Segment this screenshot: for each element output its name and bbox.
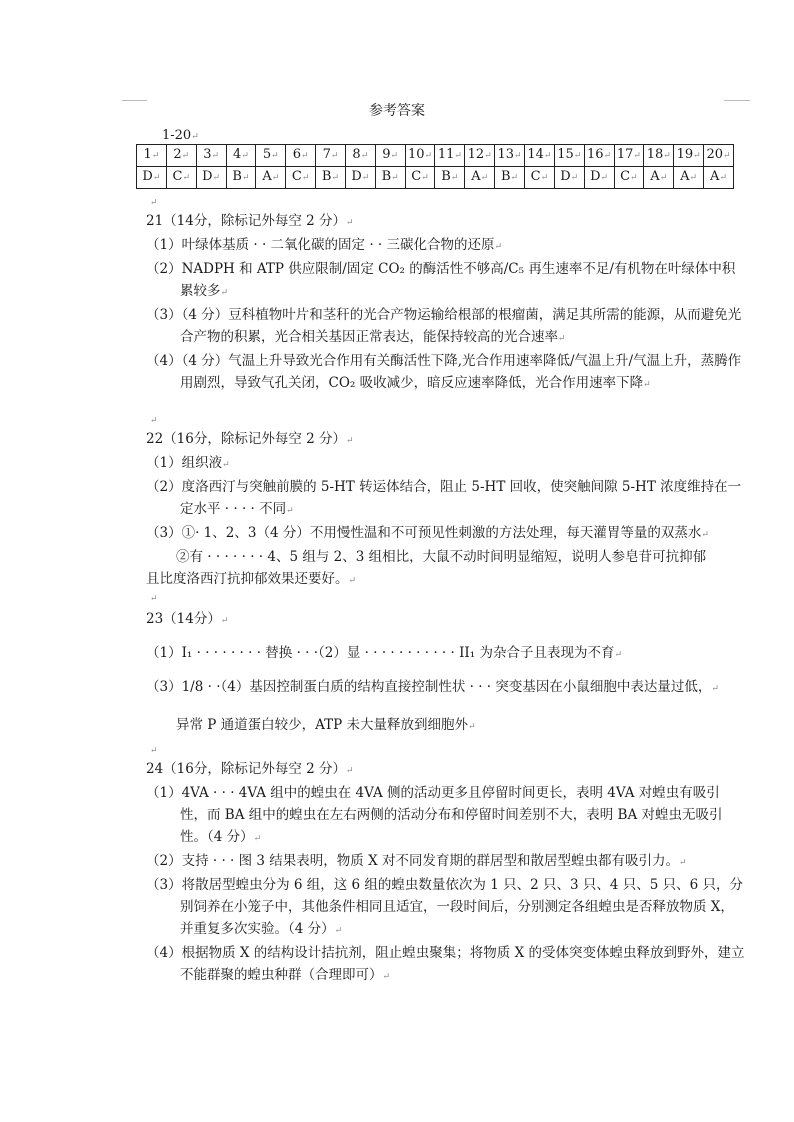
q21-answer-3: （3）（4 分）豆科植物叶片和茎秆的光合产物运输给根部的根瘤菌，满足其所需的能源，从而避免光合产物的积累，光合相关基因正常表达，能保持较高的光合速率↵ [146,307,742,345]
answer-cell: C↵ [405,167,435,189]
answer-cell: B↵ [226,167,256,189]
q21-answer-4: （4）（4 分）气温上升导致光合作用有关酶活性下降,光合作用速率降低/气温上升/气温上升，蒸腾作用剧烈，导致气孔关闭，CO₂ 吸收减少，暗反应速率降低，光合作用速率下降↵ [146,353,742,391]
question-number-cell: 12↵ [465,145,495,167]
header-rule-right [724,100,750,101]
question-number-cell: 19↵ [674,145,704,167]
page-title: 参考答案 [369,103,425,119]
q23-answer-line-1: （1）I₁ · · · · · · · · 替换 · · ·（2）显 · · · · · · · · · · · II₁ 为杂合子且表现为不育↵ [146,645,622,661]
answer-cell: C↵ [286,167,316,189]
question-number-row [137,145,734,167]
answer-cell: A↵ [256,167,286,189]
answer-cell: B↵ [316,167,346,189]
answer-cell: A↵ [674,167,704,189]
choice-range-label: 1-20↵ [162,128,199,143]
q22-answer-2: （2）度洛西汀与突触前膜的 5-HT 转运体结合，阻止 5-HT 回收，使突触间隙 5-HT 浓度维持在一定水平 · · · · 不同↵ [146,479,742,517]
answer-cell: C↵ [614,167,644,189]
q24-answer-1: （1）4VA · · · 4VA 组中的蝗虫在 4VA 侧的活动更多且停留时间更长，表明 4VA 对蝗虫有吸引性，而 BA 组中的蝗虫在左右两侧的活动分布和停留时间差别不大，表明 BA 对蝗虫无吸引性。（4 分）↵ [146,785,723,845]
q23-answer-line-3: 异常 P 通道蛋白较少，ATP 未大量释放到细胞外↵ [176,717,476,733]
question-23 [146,608,746,738]
answer-cell: A↵ [465,167,495,189]
answer-cell: A↵ [644,167,674,189]
question-number-cell: 18↵ [644,145,674,167]
q23-answer-line-2: （3）1/8 · ·（4）基因控制蛋白质的结构直接控制性状 · · · 突变基因在小鼠细胞中表达量过低，↵ [146,679,719,695]
q24-answer-4: （4）根据物质 X 的结构设计拮抗剂，阻止蝗虫聚集；将物质 X 的受体突变体蝗虫释放到野外，建立不能群聚的蝗虫种群（合理即可）↵ [146,945,745,983]
question-21 [146,210,746,396]
answer-cell: D↵ [584,167,614,189]
question-number-cell: 3↵ [196,145,226,167]
question-number-cell: 8↵ [345,145,375,167]
paragraph-mark: ↵ [150,198,158,208]
question-number-cell: 11↵ [435,145,465,167]
question-number-cell: 1↵ [137,145,167,167]
q22-answer-3-line-2: ②有 · · · · · · · 4、5 组与 2、3 组相比，大鼠不动时间明显缩短，说明人参皂苷可抗抑郁 [176,549,707,565]
q24-answer-2: （2）支持 · · · 图 3 结果表明，物质 X 对不同发育期的群居型和散居型蝗虫都有吸引力。↵ [146,853,687,869]
question-number-cell: 15↵ [554,145,584,167]
question-number-cell: 13↵ [495,145,525,167]
answer-cell: D↵ [137,167,167,189]
question-number-cell: 4↵ [226,145,256,167]
answer-cell: A↵ [704,167,734,189]
answer-cell: C↵ [524,167,554,189]
q22-answer-3-line-1: （3）①· 1、2、3（4 分）不用慢性温和不可预见性刺激的方法处理，每天灌胃等量的双蒸水↵ [146,525,709,541]
q23-title: 23（14分）↵ [146,611,229,627]
answer-cell: C↵ [166,167,196,189]
question-24 [146,758,746,988]
q22-answer-3-line-3: 且比度洛西汀抗抑郁效果还要好。↵ [146,571,357,587]
choice-answer-table [136,144,734,189]
question-number-cell: 2↵ [166,145,196,167]
paragraph-mark: ↵ [150,416,158,426]
q21-title: 21（14分，除标记外每空 2 分）↵ [146,213,354,229]
q22-title: 22（16分，除标记外每空 2 分）↵ [146,431,354,447]
question-number-cell: 16↵ [584,145,614,167]
q22-answer-1: （1）组织液↵ [146,455,230,471]
question-number-cell: 5↵ [256,145,286,167]
q21-answer-1: （1）叶绿体基质 · · 二氧化碳的固定 · · 三碳化合物的还原↵ [146,237,503,253]
q21-answer-2: （2）NADPH 和 ATP 供应限制/固定 CO₂ 的酶活性不够高/C₅ 再生速率不足/有机物在叶绿体中积累较多↵ [146,261,736,299]
paragraph-mark: ↵ [150,594,158,604]
answer-cell: D↵ [345,167,375,189]
question-number-cell: 7↵ [316,145,346,167]
paragraph-mark: ↵ [150,746,158,756]
question-22 [146,428,746,592]
answer-cell: D↵ [554,167,584,189]
answer-cell: B↵ [435,167,465,189]
q24-answer-3: （3）将散居型蝗虫分为 6 组，这 6 组的蝗虫数量依次为 1 只、2 只、3 只、4 只、5 只、6 只，分别饲养在小笼子中，其他条件相同且适宜，一段时间后，分别测定各组蝗虫是否释放物质 X，并重复多次实验。（4 分）↵ [146,877,744,937]
answer-row [137,167,734,189]
question-number-cell: 14↵ [524,145,554,167]
answer-cell: D↵ [196,167,226,189]
answer-cell: B↵ [495,167,525,189]
q24-title: 24（16分，除标记外每空 2 分）↵ [146,761,354,777]
question-number-cell: 10↵ [405,145,435,167]
question-number-cell: 17↵ [614,145,644,167]
question-number-cell: 20↵ [704,145,734,167]
answer-cell: B↵ [375,167,405,189]
question-number-cell: 6↵ [286,145,316,167]
question-number-cell: 9↵ [375,145,405,167]
